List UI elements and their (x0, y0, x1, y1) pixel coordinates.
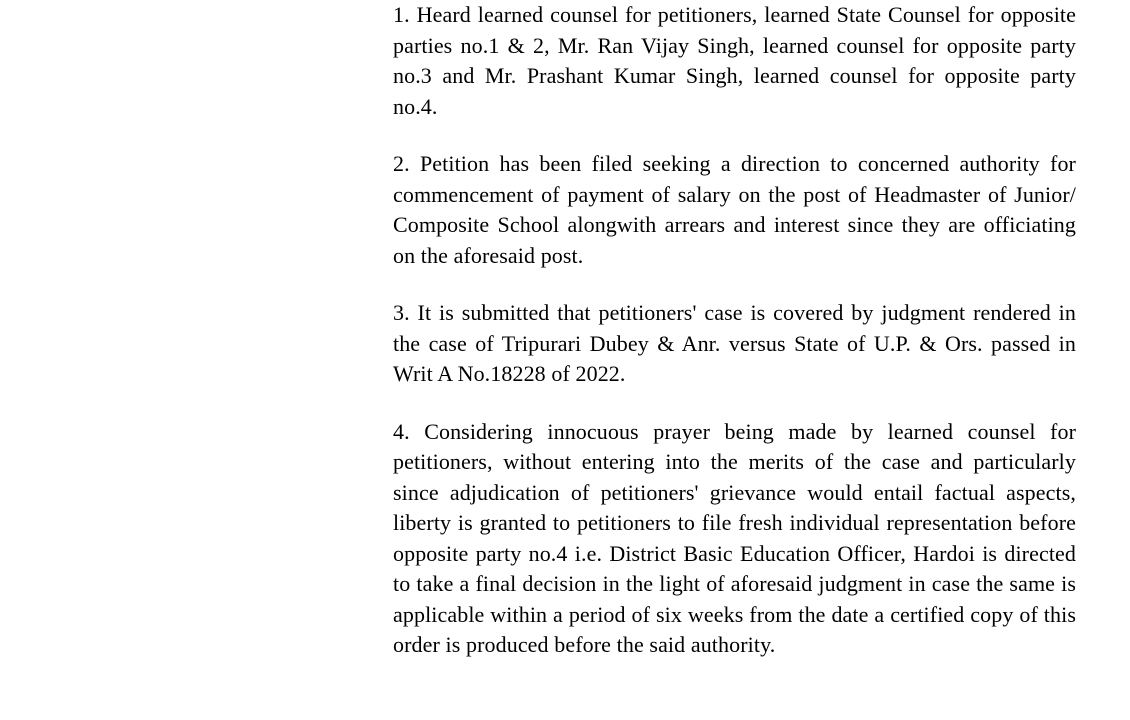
order-paragraph-4: 4. Considering innocuous prayer being made by learned counsel for petitioners, without entering into the merits of the case and particularly since adjudication of petitioners' grievance would entail factual aspects, liberty is granted to petitioners to file fresh individual representation before opposite party no.4 i.e. District Basic Education Officer, Hardoi is directed to take a final decision in the light of aforesaid judgment in case the same is applicable within a period of six weeks from the date a certified copy of this order is produced before the said authority. (393, 418, 1076, 657)
order-paragraph-3: 3. It is submitted that petitioners' case is covered by judgment rendered in the case of Tripurari Dubey & Anr. versus State of U.P. & Ors. passed in Writ A No.18228 of 2022. (393, 300, 1076, 386)
order-paragraph-1: 1. Heard learned counsel for petitioners, learned State Counsel for opposite parties no.1 & 2, Mr. Ran Vijay Singh, learned counsel for opposite party no.3 and Mr. Prashant Kumar Singh, learned counsel for opposite party no.4. (393, 2, 1076, 119)
order-paragraph-2: 2. Petition has been filed seeking a direction to concerned authority for commencement of payment of salary on the post of Headmaster of Junior/ Composite School alongwith arrears and interest since they are officiating on the aforesaid post. (393, 151, 1076, 268)
order-text-column (393, 0, 1076, 661)
